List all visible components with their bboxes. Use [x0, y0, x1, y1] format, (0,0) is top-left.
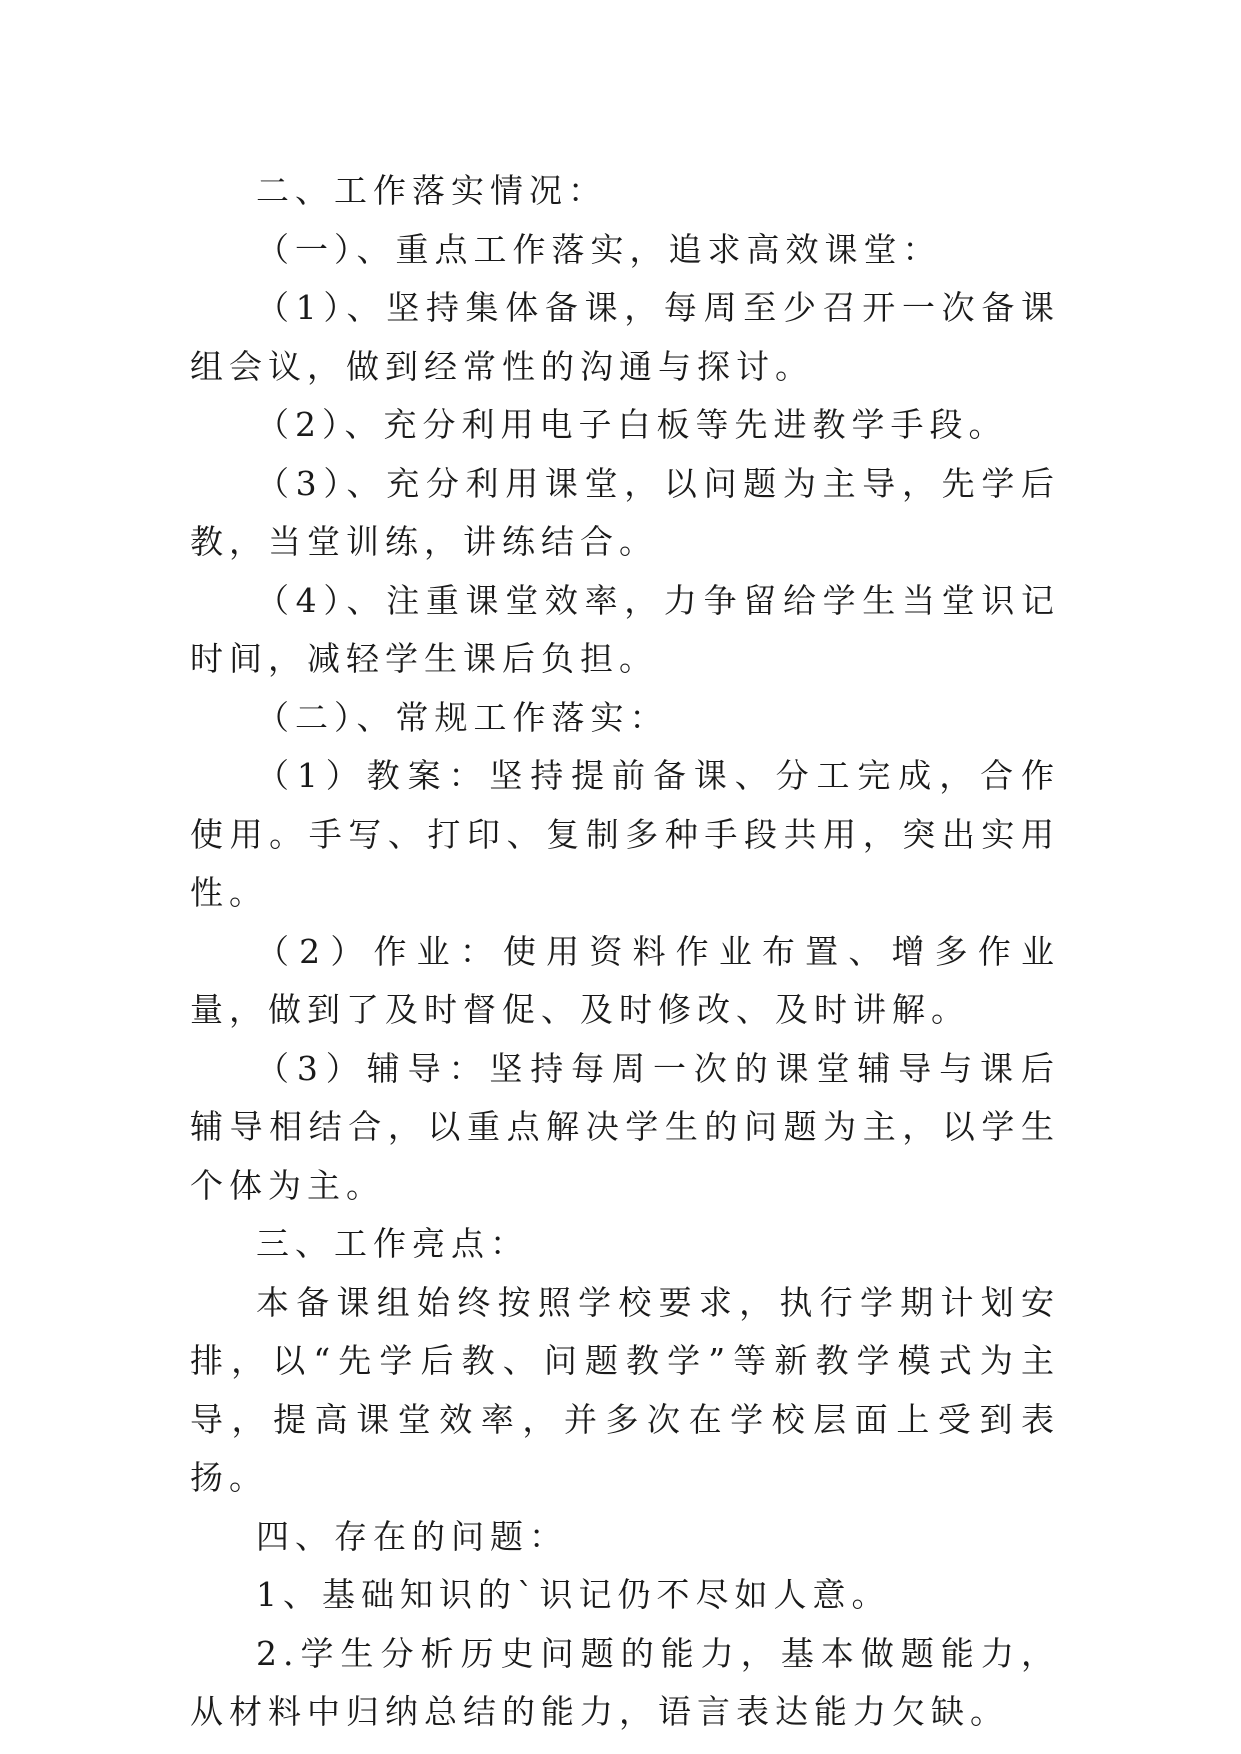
paragraph-item-2: （2）、充分利用电子白板等先进教学手段。 [256, 405, 1008, 444]
paragraph-highlights: 本备课组始终按照学校要求，执行学期计划安排，以“先学后教、问题教学”等新教学模式为主导，提高课堂效率，并多次在学校层面上受到表扬。 [190, 1282, 1060, 1497]
paragraph-item-4: （4）、注重课堂效率，力争留给学生当堂识记时间，减轻学生课后负担。 [190, 580, 1060, 678]
section-heading-work-implementation: 二、工作落实情况： [256, 171, 607, 210]
paragraph-homework: （2）作业：使用资料作业布置、增多作业量，做到了及时督促、及时修改、及时讲解。 [190, 931, 1060, 1029]
paragraph-item-1: （1）、坚持集体备课，每周至少召开一次备课组会议，做到经常性的沟通与探讨。 [190, 288, 1060, 386]
paragraph-problem-1: 1、基础知识的`识记仍不尽如人意。 [256, 1575, 891, 1614]
subsection-heading-key-work: （一）、重点工作落实，追求高效课堂： [256, 229, 942, 269]
section-heading-highlights: 三、工作亮点： [256, 1224, 529, 1263]
paragraph-item-3: （3）、充分利用课堂，以问题为主导，先学后教，当堂训练，讲练结合。 [190, 463, 1060, 561]
subsection-heading-routine-work: （二）、常规工作落实： [256, 697, 669, 737]
paragraph-problem-2: 2.学生分析历史问题的能力，基本做题能力，从材料中归纳总结的能力，语言表达能力欠缺。 [190, 1633, 1060, 1731]
section-heading-problems: 四、存在的问题： [256, 1516, 568, 1556]
paragraph-lesson-plans: （1）教案：坚持提前备课、分工完成，合作使用。手写、打印、复制多种手段共用，突出实用性。 [190, 756, 1060, 912]
document-body [190, 162, 1060, 1742]
paragraph-tutoring: （3）辅导：坚持每周一次的课堂辅导与课后辅导相结合，以重点解决学生的问题为主，以学生个体为主。 [190, 1048, 1060, 1205]
